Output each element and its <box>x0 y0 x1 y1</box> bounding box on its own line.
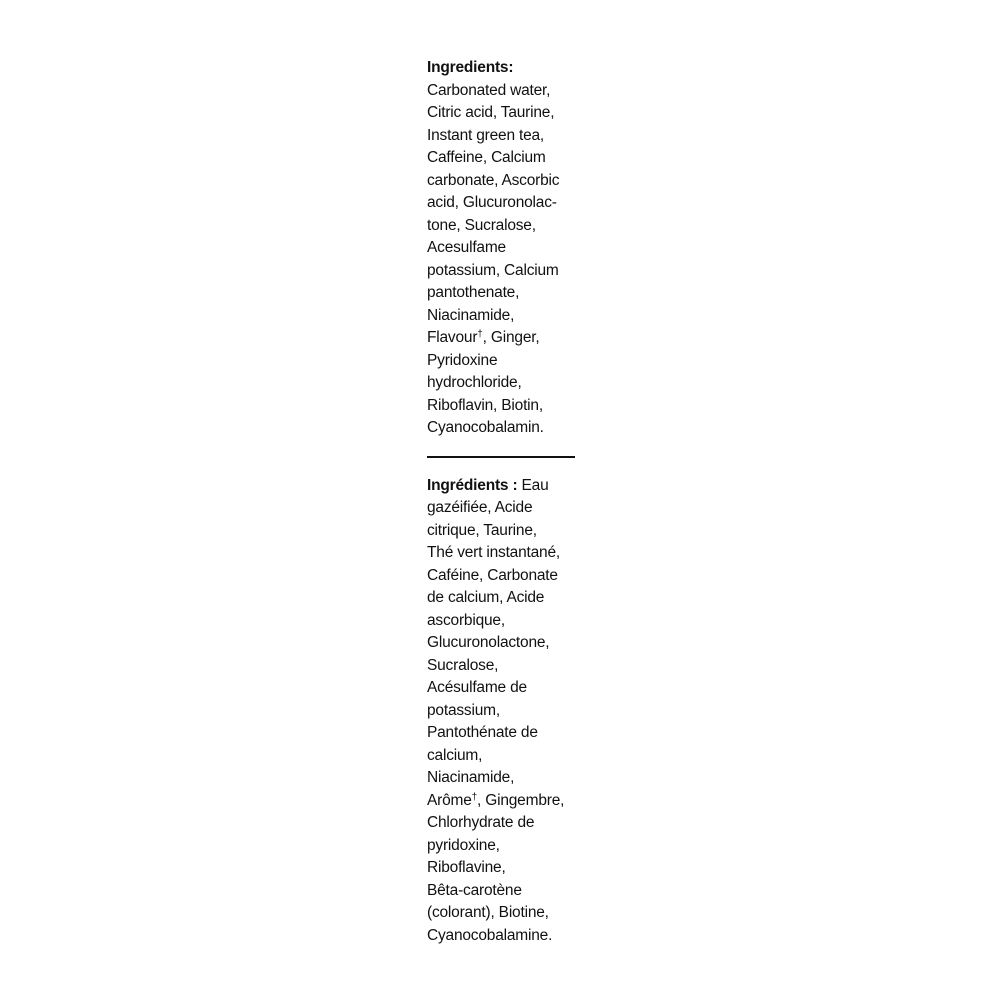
flavour-rest: , Ginger, <box>482 329 540 346</box>
flavour-word: Flavour <box>427 329 478 346</box>
ingredient-line: Cyanocobalamine. <box>427 926 553 944</box>
english-heading: Ingredients: <box>427 59 514 76</box>
arome-line <box>427 790 597 813</box>
ingredient-line: citrique, Taurine, <box>427 521 537 539</box>
ingredient-line: Carbonated water, <box>427 81 551 99</box>
section-divider <box>427 456 575 458</box>
ingredient-line: Acésulfame de <box>427 679 527 696</box>
ingredients-panel <box>427 57 597 947</box>
ingredient-line: Instant green tea, <box>427 126 545 144</box>
ingredient-line: Niacinamide, <box>427 769 515 786</box>
ingredient-line: Thé vert instantané, <box>427 544 560 561</box>
ingredient-line: Caffeine, Calcium <box>427 149 546 166</box>
flavour-line <box>427 327 597 350</box>
french-heading-line <box>427 475 597 498</box>
ingredient-line: Pantothénate de <box>427 724 538 741</box>
ingredient-line: Acesulfame <box>427 239 506 256</box>
ingredient-line: (colorant), Biotine, <box>427 904 549 921</box>
french-ingredients <box>427 475 597 948</box>
ingredient-line: gazéifiée, Acide <box>427 499 533 516</box>
ingredient-line: Glucuronolactone, <box>427 634 550 651</box>
english-lines <box>427 80 597 328</box>
french-lines <box>427 497 597 790</box>
french-heading: Ingrédients : <box>427 476 518 494</box>
arome-word: Arôme <box>427 791 472 809</box>
ingredient-line: potassium, Calcium <box>427 261 559 279</box>
dagger-mark: † <box>477 329 483 340</box>
ingredient-line: Riboflavine, <box>427 859 506 876</box>
ingredient-line: hydrochloride, <box>427 374 522 391</box>
ingredient-line: tone, Sucralose, <box>427 216 536 234</box>
ingredient-line: ascorbique, <box>427 611 505 629</box>
english-lines-after <box>427 350 597 440</box>
ingredient-line: Niacinamide, <box>427 306 515 324</box>
ingredient-line: carbonate, Ascorbic <box>427 171 560 189</box>
french-lines-after <box>427 812 597 947</box>
dagger-mark: † <box>471 791 478 803</box>
ingredient-line: calcium, <box>427 746 483 764</box>
ingredient-line: Riboflavin, Biotin, <box>427 396 543 414</box>
ingredient-line: potassium, <box>427 701 500 719</box>
ingredient-line: Chlorhydrate de <box>427 814 535 831</box>
ingredient-line: Sucralose, <box>427 656 499 674</box>
ingredient-line: pyridoxine, <box>427 836 500 854</box>
french-heading-rest: Eau <box>517 476 549 494</box>
english-ingredients <box>427 57 597 440</box>
ingredient-line: Citric acid, Taurine, <box>427 104 555 121</box>
ingredient-line: Bêta-carotène <box>427 881 522 899</box>
ingredient-line: Cyanocobalamin. <box>427 419 544 436</box>
ingredient-line: pantothenate, <box>427 284 520 301</box>
ingredient-line: de calcium, Acide <box>427 589 545 606</box>
ingredient-line: acid, Glucuronolac- <box>427 194 557 211</box>
arome-rest: , Gingembre, <box>477 791 565 809</box>
ingredient-line: Caféine, Carbonate <box>427 566 558 584</box>
ingredient-line: Pyridoxine <box>427 351 498 369</box>
